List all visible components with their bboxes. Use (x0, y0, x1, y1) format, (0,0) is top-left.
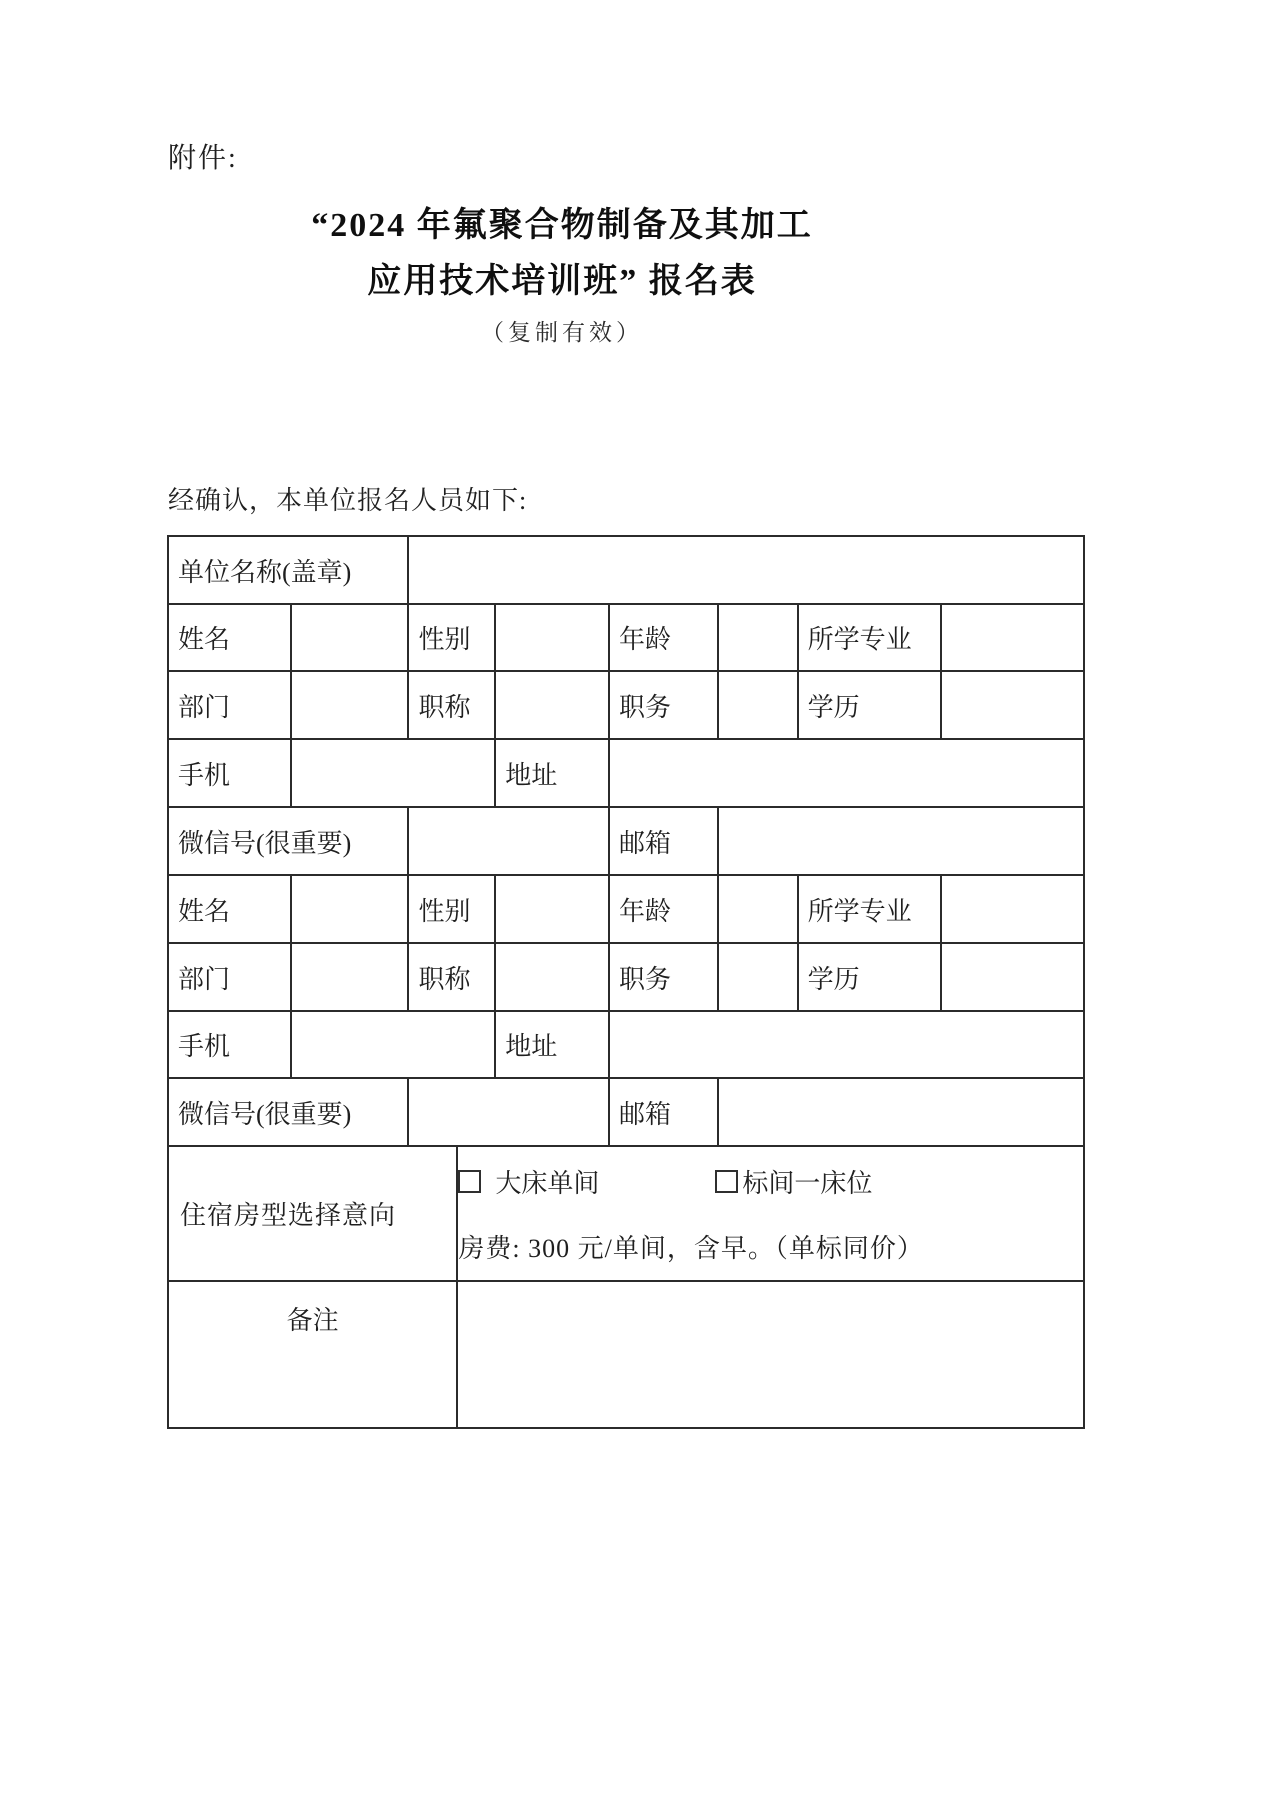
unit-name-input-cell[interactable] (409, 537, 1085, 605)
wechat-label-2: 微信号(很重要) (169, 1079, 409, 1147)
table-row (169, 1079, 1085, 1147)
job-title-label-2: 职称 (409, 944, 496, 1012)
age-input-cell-2[interactable] (719, 876, 799, 944)
copy-valid-note: （复制有效） (481, 320, 643, 345)
table-row (169, 1282, 1085, 1429)
registration-table (167, 535, 1085, 1429)
age-input-cell-1[interactable] (719, 605, 799, 672)
position-input-cell-1[interactable] (719, 672, 799, 740)
single-king-room-option-label: 大床单间 (495, 1168, 600, 1198)
name-input-cell-1[interactable] (292, 605, 410, 672)
address-input-cell-2[interactable] (610, 1012, 1085, 1079)
remarks-input-cell[interactable] (458, 1282, 1085, 1429)
age-label-2: 年龄 (610, 876, 719, 944)
table-row (169, 944, 1085, 1012)
title-line-2: 应用技术培训班” 报名表 (367, 263, 757, 300)
email-input-cell-2[interactable] (719, 1079, 1085, 1147)
education-input-cell-1[interactable] (942, 672, 1085, 740)
wechat-label-1: 微信号(很重要) (169, 808, 409, 876)
wechat-input-cell-1[interactable] (409, 808, 610, 876)
mobile-input-cell-2[interactable] (292, 1012, 497, 1079)
job-title-input-cell-2[interactable] (496, 944, 610, 1012)
room-options-cell (458, 1147, 1085, 1282)
room-options-line (458, 1163, 1083, 1200)
major-input-cell-1[interactable] (942, 605, 1085, 672)
mobile-label-2: 手机 (169, 1012, 292, 1079)
gender-input-cell-2[interactable] (496, 876, 610, 944)
table-row (169, 1012, 1085, 1079)
position-label-1: 职务 (610, 672, 719, 740)
age-label-1: 年龄 (610, 605, 719, 672)
education-input-cell-2[interactable] (942, 944, 1085, 1012)
name-label-1: 姓名 (169, 605, 292, 672)
name-input-cell-2[interactable] (292, 876, 410, 944)
table-row (169, 876, 1085, 944)
job-title-input-cell-1[interactable] (496, 672, 610, 740)
intro-text: 经确认，本单位报名人员如下: (168, 486, 528, 515)
education-label-1: 学历 (799, 672, 943, 740)
table-row (169, 808, 1085, 876)
table-row (169, 537, 1085, 605)
table-row (169, 672, 1085, 740)
education-label-2: 学历 (799, 944, 943, 1012)
table-row (169, 1147, 1085, 1282)
address-label-1: 地址 (496, 740, 610, 808)
major-input-cell-2[interactable] (942, 876, 1085, 944)
mobile-input-cell-1[interactable] (292, 740, 497, 808)
table-row (169, 740, 1085, 808)
email-input-cell-1[interactable] (719, 808, 1085, 876)
remarks-label: 备注 (169, 1282, 458, 1429)
room-fee-note: 房费: 300 元/单间，含早。（单标同价） (458, 1233, 924, 1263)
name-label-2: 姓名 (169, 876, 292, 944)
room-section-label: 住宿房型选择意向 (169, 1147, 458, 1282)
position-input-cell-2[interactable] (719, 944, 799, 1012)
gender-label-1: 性别 (409, 605, 496, 672)
department-input-cell-2[interactable] (292, 944, 410, 1012)
position-label-2: 职务 (610, 944, 719, 1012)
email-label-1: 邮箱 (610, 808, 719, 876)
table-row (169, 605, 1085, 672)
mobile-label-1: 手机 (169, 740, 292, 808)
department-label-1: 部门 (169, 672, 292, 740)
email-label-2: 邮箱 (610, 1079, 719, 1147)
wechat-input-cell-2[interactable] (409, 1079, 610, 1147)
title-line-1: “2024 年氟聚合物制备及其加工 (311, 207, 813, 244)
department-input-cell-1[interactable] (292, 672, 410, 740)
address-input-cell-1[interactable] (610, 740, 1085, 808)
department-label-2: 部门 (169, 944, 292, 1012)
address-label-2: 地址 (496, 1012, 610, 1079)
single-king-room-checkbox[interactable] (458, 1170, 481, 1193)
gender-input-cell-1[interactable] (496, 605, 610, 672)
standard-twin-bed-option-label: 标间一床位 (742, 1168, 873, 1198)
major-label-1: 所学专业 (799, 605, 943, 672)
gender-label-2: 性别 (409, 876, 496, 944)
major-label-2: 所学专业 (799, 876, 943, 944)
document-title (167, 198, 957, 350)
job-title-label-1: 职称 (409, 672, 496, 740)
unit-name-label: 单位名称(盖章) (169, 537, 409, 605)
attachment-label: 附件: (168, 143, 238, 174)
standard-twin-bed-checkbox[interactable] (715, 1170, 738, 1193)
